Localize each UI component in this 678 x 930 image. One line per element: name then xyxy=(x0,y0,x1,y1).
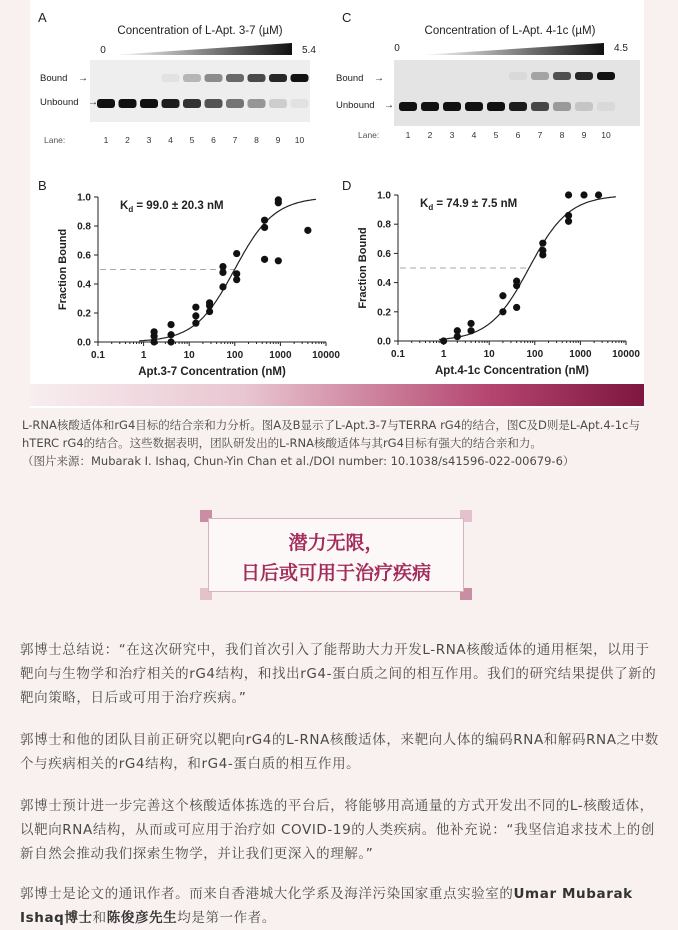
data-point xyxy=(167,331,174,338)
lane-number: 10 xyxy=(294,135,305,145)
data-point xyxy=(467,327,474,334)
lane-number: 6 xyxy=(515,130,521,140)
section-heading-line2: 日后或可用于治疗疾病 xyxy=(240,562,431,584)
kd-annotation: $K_d = 99.0 \pm 20.3$ nM xyxy=(120,200,224,214)
lane-number: 4 xyxy=(168,135,173,145)
data-point xyxy=(595,191,602,198)
gel-a-bound-label: Bound xyxy=(40,73,68,84)
data-point xyxy=(454,327,461,334)
lane-number: 8 xyxy=(254,135,259,145)
gel-unbound-band xyxy=(97,99,115,108)
lane-number: 10 xyxy=(601,130,611,140)
gel-unbound-band xyxy=(465,102,483,111)
y-tick-label: 0.2 xyxy=(77,308,91,320)
data-point xyxy=(539,247,546,254)
gel-bound-band xyxy=(248,74,266,82)
gel-c-gradient-wedge xyxy=(420,43,604,55)
gel-c-conc-max: 4.5 xyxy=(614,43,628,54)
data-point xyxy=(219,283,226,290)
data-point xyxy=(539,240,546,247)
gel-a-lane-label: Lane: xyxy=(44,135,66,145)
y-axis-label: Fraction Bound xyxy=(357,227,369,309)
gel-bound-band xyxy=(575,72,593,80)
x-tick-label: 10000 xyxy=(312,350,340,361)
gel-unbound-band xyxy=(509,102,527,111)
gel-unbound-band xyxy=(162,99,180,108)
panel-letter-d: D xyxy=(342,178,352,193)
panel-letter-a: A xyxy=(38,10,47,25)
arrow-right-icon: → xyxy=(78,73,88,84)
lane-number: 4 xyxy=(471,130,477,140)
panel-letter-b: B xyxy=(38,178,47,193)
x-tick-label: 0.1 xyxy=(91,350,105,361)
gel-c-conc-min: 0 xyxy=(394,43,400,54)
gel-panel-a xyxy=(38,10,316,145)
data-point xyxy=(261,224,268,231)
gel-unbound-band xyxy=(226,99,244,108)
data-point xyxy=(499,308,506,315)
chart-d xyxy=(342,178,640,377)
gel-c-lane-numbers xyxy=(406,130,611,140)
gel-unbound-band xyxy=(597,102,615,111)
figure-panel xyxy=(30,0,644,408)
gel-a-unbound-label: Unbound xyxy=(40,97,79,108)
data-point xyxy=(219,263,226,270)
gel-a-conc-min: 0 xyxy=(100,45,106,56)
gel-unbound-band xyxy=(205,99,223,108)
section-heading-box xyxy=(200,510,472,600)
data-point xyxy=(261,217,268,224)
gel-unbound-band xyxy=(119,99,137,108)
data-point xyxy=(580,191,587,198)
data-point xyxy=(440,337,447,344)
data-point xyxy=(167,338,174,345)
decorative-gradient-bar xyxy=(30,384,644,406)
gel-unbound-band xyxy=(531,102,549,111)
lane-number: 8 xyxy=(559,130,565,140)
gel-a-conc-max: 5.4 xyxy=(302,45,316,56)
lane-number: 7 xyxy=(537,130,543,140)
gel-bound-band xyxy=(553,72,571,80)
gel-c-image xyxy=(394,60,640,126)
y-tick-label: 0.0 xyxy=(77,337,91,349)
gel-c-lane-label: Lane: xyxy=(358,130,380,140)
x-tick-label: 100 xyxy=(226,350,244,361)
gel-bound-band xyxy=(205,74,223,82)
gel-bound-band xyxy=(226,74,244,82)
gel-unbound-band xyxy=(291,99,309,108)
gel-a-gradient-wedge xyxy=(112,43,292,55)
paragraph-4-mid: 和 xyxy=(92,910,107,926)
x-tick-label: 10000 xyxy=(612,349,640,360)
y-tick-label: 0.4 xyxy=(377,278,391,290)
figure-svg xyxy=(30,0,644,384)
data-point xyxy=(167,321,174,328)
lane-number: 1 xyxy=(103,135,109,145)
gel-a-image xyxy=(90,60,310,122)
paragraph-1: 郭博士总结说：“在这次研究中，我们首次引入了能帮助大力开发L-RNA核酸适体的通用框架，以用于靶向与生物学和治疗相关的rG4结构，和找出rG4-蛋白质之间的相互作用。我们的研究结果提供了新的靶向策略，日后或可用于治疗疾病。” xyxy=(20,642,657,706)
gel-c-title: Concentration of L-Apt. 4-1c (µM) xyxy=(424,25,596,37)
gel-bound-band xyxy=(183,74,201,82)
y-tick-label: 0.8 xyxy=(377,219,391,231)
author-name-1: Umar Mubarak Ishaq博士 xyxy=(20,886,633,926)
y-axis-label: Fraction Bound xyxy=(57,228,69,311)
x-tick-label: 0.1 xyxy=(391,349,405,360)
x-tick-label: 10 xyxy=(183,350,195,361)
gel-unbound-band xyxy=(421,102,439,111)
data-point xyxy=(304,227,311,234)
data-point xyxy=(192,304,199,311)
x-tick-label: 1 xyxy=(440,349,447,360)
data-point xyxy=(499,292,506,299)
gel-unbound-band xyxy=(443,102,461,111)
gel-unbound-band xyxy=(183,99,201,108)
gel-panel-c xyxy=(336,10,640,140)
section-heading xyxy=(200,528,472,588)
x-tick-label: 100 xyxy=(526,349,544,360)
section-heading-line1: 潜力无限， xyxy=(288,532,384,554)
gel-bound-band xyxy=(597,72,615,80)
data-point xyxy=(467,320,474,327)
data-point xyxy=(275,257,282,264)
data-point xyxy=(206,299,213,306)
gel-bound-band xyxy=(162,74,180,82)
y-tick-label: 0.8 xyxy=(77,221,91,233)
lane-number: 5 xyxy=(493,130,499,140)
y-tick-label: 0.6 xyxy=(77,250,91,262)
data-point xyxy=(192,320,199,327)
lane-number: 3 xyxy=(449,130,455,140)
lane-number: 2 xyxy=(427,130,433,140)
x-axis-label: Apt.3-7 Concentration (nM) xyxy=(138,366,286,378)
data-point xyxy=(275,199,282,206)
gel-bound-band xyxy=(509,72,527,80)
y-tick-label: 0.0 xyxy=(377,336,391,348)
panel-letter-c: C xyxy=(342,10,352,25)
gel-unbound-band xyxy=(248,99,266,108)
gel-unbound-band xyxy=(269,99,287,108)
x-axis-label: Apt.4-1c Concentration (nM) xyxy=(435,365,589,377)
gel-unbound-band xyxy=(140,99,158,108)
paragraph-4-prefix: 郭博士是论文的通讯作者。而来自香港城大化学系及海洋污染国家重点实验室的 xyxy=(20,886,514,902)
lane-number: 1 xyxy=(405,130,411,140)
lane-number: 6 xyxy=(211,135,216,145)
data-point xyxy=(565,212,572,219)
gel-unbound-band xyxy=(553,102,571,111)
paragraph-4 xyxy=(20,882,660,930)
paragraph-3: 郭博士预计进一步完善这个核酸适体拣选的平台后，将能够用高通量的方式开发出不同的L-核酸适体，以靶向RNA结构，从而或可应用于治疗如 COVID-19的人类疾病。他补充说：“我坚信追求技术上的创新自然会推动我们探索生物学，并让我们更深入的理解。” xyxy=(20,798,655,862)
arrow-right-icon: → xyxy=(374,73,384,84)
y-tick-label: 0.6 xyxy=(377,248,391,260)
y-tick-label: 1.0 xyxy=(77,192,91,204)
gel-bound-band xyxy=(291,74,309,82)
x-tick-label: 1000 xyxy=(269,350,292,361)
chart-b xyxy=(38,178,340,378)
x-tick-label: 10 xyxy=(483,349,495,360)
lane-number: 2 xyxy=(125,135,130,145)
lane-number: 9 xyxy=(275,135,281,145)
gel-c-bound-label: Bound xyxy=(336,73,364,84)
y-tick-label: 1.0 xyxy=(377,190,391,202)
gel-bound-band xyxy=(269,74,287,82)
arrow-right-icon: → xyxy=(88,97,98,108)
x-tick-label: 1000 xyxy=(569,349,592,360)
data-point xyxy=(565,191,572,198)
gel-unbound-band xyxy=(487,102,505,111)
lane-number: 7 xyxy=(232,135,238,145)
fit-curve xyxy=(139,199,316,340)
data-point xyxy=(233,250,240,257)
data-point xyxy=(513,304,520,311)
caption-text: L-RNA核酸适体和rG4目标的结合亲和力分析。图A及B显示了L-Apt.3-7与TERRA rG4的结合，图C及D则是L-Apt.4-1c与hTERC rG4的结合。这些数据表明，团队研发出的L-RNA核酸适体与其rG4目标有强大的结合亲和力。 xyxy=(22,418,640,450)
data-point xyxy=(151,328,158,335)
gel-unbound-band xyxy=(575,102,593,111)
gel-c-unbound-label: Unbound xyxy=(336,100,375,111)
paragraph-2: 郭博士和他的团队目前正研究以靶向rG4的L-RNA核酸适体，来靶向人体的编码RNA和解码RNA之中数个与疾病相关的rG4结构，和rG4-蛋白质的相互作用。 xyxy=(20,732,659,772)
x-tick-label: 1 xyxy=(140,350,147,361)
gel-a-lane-numbers xyxy=(104,135,305,145)
data-point xyxy=(192,312,199,319)
data-point xyxy=(233,270,240,277)
lane-number: 9 xyxy=(581,130,587,140)
lane-number: 3 xyxy=(146,135,152,145)
arrow-right-icon: → xyxy=(384,100,394,111)
author-name-2: 陈俊彦先生 xyxy=(106,910,178,926)
y-tick-label: 0.2 xyxy=(377,307,391,319)
kd-annotation: $K_d = 74.9 \pm 7.5$ nM xyxy=(420,198,518,212)
paragraph-4-suffix: 均是第一作者。 xyxy=(177,910,276,926)
gel-unbound-band xyxy=(399,102,417,111)
figure-caption xyxy=(22,416,658,470)
data-point xyxy=(513,278,520,285)
data-point xyxy=(261,256,268,263)
gel-a-title: Concentration of L-Apt. 3-7 (µM) xyxy=(117,25,283,37)
gel-bound-band xyxy=(531,72,549,80)
lane-number: 5 xyxy=(189,135,195,145)
y-tick-label: 0.4 xyxy=(77,279,91,291)
caption-source: （图片来源：Mubarak I. Ishaq, Chun-Yin Chan et al./DOI number: 10.1038/s41596-022-00679-6） xyxy=(22,454,575,468)
